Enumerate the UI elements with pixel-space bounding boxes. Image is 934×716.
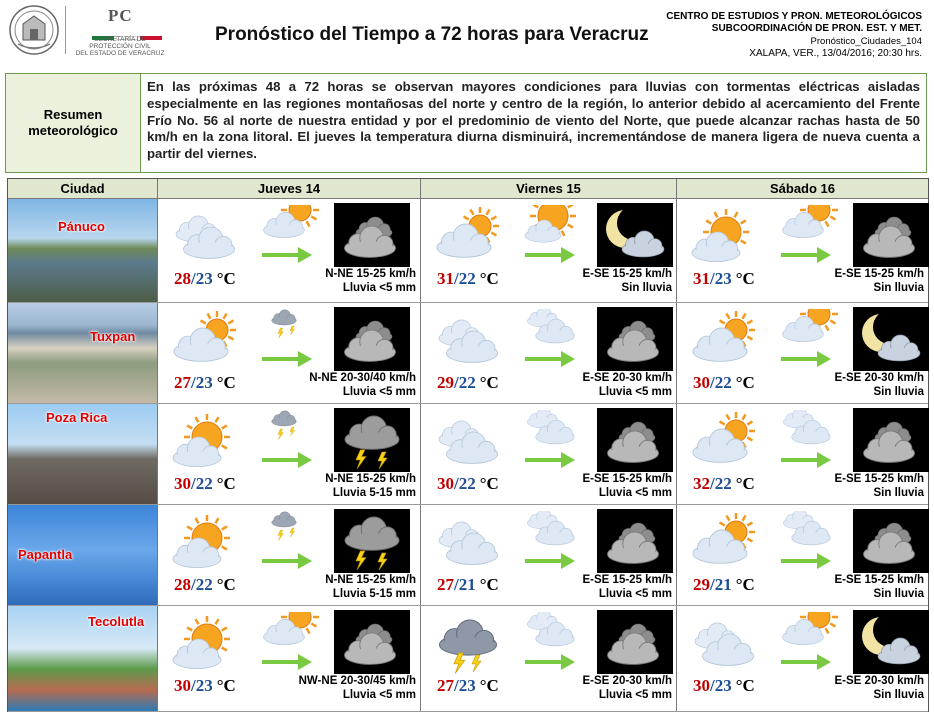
forecast-cell xyxy=(677,303,928,403)
city-cell xyxy=(8,303,158,403)
temp-separator: / xyxy=(191,373,196,392)
temp-separator: / xyxy=(454,474,459,493)
wind-rain-info xyxy=(835,674,924,702)
forecast-cell xyxy=(677,606,928,711)
min-temp: 22 xyxy=(195,474,213,493)
min-temp: 23 xyxy=(195,269,213,288)
temperature xyxy=(693,676,755,696)
temperature xyxy=(437,474,499,494)
max-temp: 30 xyxy=(693,676,710,695)
wind-rain-info xyxy=(309,371,416,399)
moon-cloud-icon xyxy=(853,307,929,371)
cloudy-night-icon xyxy=(334,307,410,371)
max-temp: 27 xyxy=(437,676,454,695)
trend-arrow-icon xyxy=(519,205,583,267)
summary-box xyxy=(5,73,927,173)
max-temp: 30 xyxy=(174,676,191,695)
temp-separator: / xyxy=(710,575,715,594)
temp-unit: °C xyxy=(216,474,236,493)
issuer-org: CENTRO DE ESTUDIOS Y PRON. METEOROLÓGICOS xyxy=(666,11,922,22)
cloudy-icon xyxy=(687,612,761,674)
cloudy-night-icon xyxy=(334,203,410,267)
rain-amount: Sin lluvia xyxy=(873,689,924,701)
trend-arrow-icon xyxy=(775,612,839,674)
max-temp: 27 xyxy=(437,575,454,594)
wind-speed: N-NE 15-25 km/h xyxy=(325,473,416,485)
temp-separator: / xyxy=(191,676,196,695)
wind-rain-info xyxy=(325,472,416,500)
wind-speed: N-NE 20-30/40 km/h xyxy=(309,372,416,384)
storm-night-icon xyxy=(334,509,410,573)
forecast-cell xyxy=(158,303,421,403)
table-header-row xyxy=(8,179,928,199)
wind-speed: E-SE 15-25 km/h xyxy=(834,574,924,586)
cloudy-night-icon xyxy=(334,610,410,674)
veracruz-seal-icon xyxy=(8,4,60,56)
issuer-suborg: SUBCOORDINACIÓN DE PRON. EST. Y MET. xyxy=(711,23,922,35)
wind-speed: E-SE 15-25 km/h xyxy=(582,473,672,485)
wind-speed: E-SE 20-30 km/h xyxy=(834,372,924,384)
temp-separator: / xyxy=(191,575,196,594)
cloudy-night-icon xyxy=(597,610,673,674)
temp-unit: °C xyxy=(479,269,499,288)
temperature xyxy=(693,575,755,595)
rain-amount: Sin lluvia xyxy=(873,588,924,600)
temp-unit: °C xyxy=(735,474,755,493)
wind-rain-info xyxy=(583,472,672,500)
rain-amount: Sin lluvia xyxy=(873,386,924,398)
temp-unit: °C xyxy=(479,575,499,594)
page-title: Pronóstico del Tiempo a 72 horas para Veracruz xyxy=(215,24,649,45)
min-temp: 22 xyxy=(458,474,476,493)
rain-amount: Sin lluvia xyxy=(621,282,672,294)
temperature xyxy=(437,676,499,696)
cloudy-icon xyxy=(431,511,505,573)
cloudy-icon xyxy=(168,205,242,267)
temperature xyxy=(693,373,755,393)
temp-separator: / xyxy=(710,373,715,392)
wind-speed: E-SE 15-25 km/h xyxy=(834,473,924,485)
cloudy-night-icon xyxy=(597,509,673,573)
min-temp: 22 xyxy=(458,373,476,392)
forecast-cell xyxy=(158,505,421,605)
wind-speed: E-SE 15-25 km/h xyxy=(582,574,672,586)
max-temp: 29 xyxy=(693,575,710,594)
temp-unit: °C xyxy=(735,373,755,392)
city-photo xyxy=(8,303,157,403)
wind-speed: E-SE 20-30 km/h xyxy=(834,675,924,687)
temp-separator: / xyxy=(710,269,715,288)
cloudy-icon xyxy=(431,410,505,472)
city-name: Poza Rica xyxy=(46,410,108,425)
forecast-cell xyxy=(677,404,928,504)
forecast-cell xyxy=(421,404,677,504)
cloudy-night-icon xyxy=(597,408,673,472)
temp-unit: °C xyxy=(216,373,236,392)
wind-rain-info xyxy=(325,267,416,295)
pc-line-2: PROTECCIÓN CIVIL xyxy=(89,43,151,50)
temp-separator: / xyxy=(454,575,459,594)
trend-arrow-icon xyxy=(256,511,320,573)
temperature xyxy=(174,575,236,595)
temp-separator: / xyxy=(191,269,196,288)
wind-speed: E-SE 20-30 km/h xyxy=(582,372,672,384)
proteccion-civil-logo xyxy=(70,4,170,56)
wind-speed: N-NE 15-25 km/h xyxy=(325,574,416,586)
forecast-cell xyxy=(677,505,928,605)
temp-separator: / xyxy=(454,373,459,392)
forecast-cell xyxy=(421,606,677,711)
rain-amount: Sin lluvia xyxy=(873,487,924,499)
cloudy-night-icon xyxy=(853,408,929,472)
min-temp: 23 xyxy=(714,269,732,288)
max-temp: 28 xyxy=(174,269,191,288)
rain-amount: Lluvia <5 mm xyxy=(342,386,416,398)
wind-rain-info xyxy=(583,674,672,702)
rain-amount: Lluvia 5-15 mm xyxy=(332,487,416,499)
partly-cloudy-icon xyxy=(687,410,761,472)
city-cell xyxy=(8,505,158,605)
min-temp: 21 xyxy=(714,575,732,594)
temperature xyxy=(174,474,236,494)
rain-amount: Lluvia 5-15 mm xyxy=(332,588,416,600)
rain-amount: Lluvia <5 mm xyxy=(598,386,672,398)
cloudy-night-icon xyxy=(853,509,929,573)
city-cell xyxy=(8,199,158,302)
temp-separator: / xyxy=(454,269,459,288)
sunny-partly-cloudy-icon xyxy=(168,410,242,472)
max-temp: 29 xyxy=(437,373,454,392)
storm-large-icon xyxy=(431,612,505,674)
moon-cloud-icon xyxy=(597,203,673,267)
min-temp: 23 xyxy=(458,676,476,695)
cloudy-night-icon xyxy=(853,203,929,267)
min-temp: 22 xyxy=(714,373,732,392)
cloudy-icon xyxy=(431,309,505,371)
min-temp: 22 xyxy=(714,474,732,493)
wind-rain-info xyxy=(835,267,924,295)
forecast-cell xyxy=(421,199,677,302)
temp-unit: °C xyxy=(216,269,236,288)
max-temp: 30 xyxy=(174,474,191,493)
trend-arrow-icon xyxy=(775,309,839,371)
summary-text: En las próximas 48 a 72 horas se observan mayores condiciones para lluvias con tormentas eléctricas aisladas especialmente en las regiones montañosas del norte y centro de la región, lo anterior debido al acercamiento del Frente Frío No. 56 al norte de nuestra entidad y por el predominio de viento del Norte, que puede alcanzar rachas hasta de 50 km/h en la zona litoral. El jueves la temperatura diurna disminuirá, incrementándose de manera ligera de nueva cuenta a partir del viernes. xyxy=(141,74,926,172)
day-column-header: Jueves 14 xyxy=(158,179,421,199)
forecast-cell xyxy=(158,606,421,711)
temperature xyxy=(174,676,236,696)
wind-speed: NW-NE 20-30/45 km/h xyxy=(298,675,416,687)
page-header xyxy=(0,0,934,66)
min-temp: 23 xyxy=(195,373,213,392)
rain-amount: Lluvia <5 mm xyxy=(342,689,416,701)
max-temp: 30 xyxy=(437,474,454,493)
sunny-partly-cloudy-icon xyxy=(687,205,761,267)
trend-arrow-icon xyxy=(519,410,583,472)
temp-unit: °C xyxy=(216,676,236,695)
max-temp: 31 xyxy=(693,269,710,288)
table-row xyxy=(8,303,928,404)
moon-cloud-icon xyxy=(853,610,929,674)
temp-unit: °C xyxy=(479,373,499,392)
wind-rain-info xyxy=(835,472,924,500)
city-name: Papantla xyxy=(18,547,73,562)
trend-arrow-icon xyxy=(256,309,320,371)
min-temp: 22 xyxy=(458,269,476,288)
max-temp: 27 xyxy=(174,373,191,392)
table-row xyxy=(8,404,928,505)
table-row xyxy=(8,199,928,303)
partly-cloudy-icon xyxy=(687,309,761,371)
day-column-header: Viernes 15 xyxy=(421,179,677,199)
trend-arrow-icon xyxy=(256,612,320,674)
temperature xyxy=(174,373,236,393)
issuer-block xyxy=(666,11,922,61)
pc-logo-letters: PC xyxy=(108,6,133,25)
wind-speed: E-SE 15-25 km/h xyxy=(834,268,924,280)
logo-divider xyxy=(65,6,66,54)
pc-line-3: DEL ESTADO DE VERACRUZ xyxy=(75,50,165,57)
city-cell xyxy=(8,606,158,711)
table-row xyxy=(8,606,928,712)
temp-unit: °C xyxy=(735,269,755,288)
city-column-header: Ciudad xyxy=(8,179,158,199)
wind-rain-info xyxy=(583,267,672,295)
min-temp: 23 xyxy=(714,676,732,695)
temp-unit: °C xyxy=(479,676,499,695)
temperature xyxy=(693,474,755,494)
temp-unit: °C xyxy=(735,676,755,695)
pc-line-1: SECRETARÍA DE xyxy=(94,36,146,43)
rain-amount: Lluvia <5 mm xyxy=(598,487,672,499)
rain-amount: Lluvia <5 mm xyxy=(342,282,416,294)
min-temp: 22 xyxy=(195,575,213,594)
max-temp: 32 xyxy=(693,474,710,493)
forecast-cell xyxy=(421,505,677,605)
wind-rain-info xyxy=(835,371,924,399)
temp-separator: / xyxy=(454,676,459,695)
wind-speed: N-NE 15-25 km/h xyxy=(325,268,416,280)
sunny-partly-cloudy-icon xyxy=(168,511,242,573)
trend-arrow-icon xyxy=(256,205,320,267)
temperature xyxy=(437,269,499,289)
max-temp: 31 xyxy=(437,269,454,288)
forecast-table xyxy=(7,178,929,712)
city-photo xyxy=(8,199,157,302)
storm-night-icon xyxy=(334,408,410,472)
pc-logo-bars xyxy=(92,27,166,33)
rain-amount: Sin lluvia xyxy=(873,282,924,294)
wind-rain-info xyxy=(835,573,924,601)
temperature xyxy=(437,373,499,393)
temp-unit: °C xyxy=(216,575,236,594)
rain-amount: Lluvia <5 mm xyxy=(598,689,672,701)
city-name: Tuxpan xyxy=(90,329,136,344)
forecast-cell xyxy=(421,303,677,403)
min-temp: 23 xyxy=(195,676,213,695)
city-name: Pánuco xyxy=(58,219,105,234)
temp-separator: / xyxy=(710,474,715,493)
wind-rain-info xyxy=(299,674,416,702)
partly-cloudy-icon xyxy=(687,511,761,573)
trend-arrow-icon xyxy=(519,612,583,674)
wind-speed: E-SE 15-25 km/h xyxy=(582,268,672,280)
product-id: Pronóstico_Ciudades_104 xyxy=(810,35,922,47)
trend-arrow-icon xyxy=(775,511,839,573)
temperature xyxy=(174,269,236,289)
temp-separator: / xyxy=(191,474,196,493)
temperature xyxy=(437,575,499,595)
issue-date: XALAPA, VER., 13/04/2016; 20:30 hrs. xyxy=(749,48,922,60)
max-temp: 28 xyxy=(174,575,191,594)
temperature xyxy=(693,269,755,289)
forecast-cell xyxy=(158,199,421,302)
sunny-partly-cloudy-icon xyxy=(168,612,242,674)
min-temp: 21 xyxy=(458,575,476,594)
partly-cloudy-icon xyxy=(168,309,242,371)
city-name: Tecolutla xyxy=(88,614,145,629)
max-temp: 30 xyxy=(693,373,710,392)
trend-arrow-icon xyxy=(256,410,320,472)
forecast-cell xyxy=(158,404,421,504)
trend-arrow-icon xyxy=(775,205,839,267)
summary-label: Resumen meteorológico xyxy=(6,74,141,172)
wind-speed: E-SE 20-30 km/h xyxy=(582,675,672,687)
trend-arrow-icon xyxy=(519,511,583,573)
temp-unit: °C xyxy=(735,575,755,594)
forecast-cell xyxy=(677,199,928,302)
trend-arrow-icon xyxy=(775,410,839,472)
trend-arrow-icon xyxy=(519,309,583,371)
wind-rain-info xyxy=(583,573,672,601)
wind-rain-info xyxy=(325,573,416,601)
temp-separator: / xyxy=(710,676,715,695)
temp-unit: °C xyxy=(479,474,499,493)
table-row xyxy=(8,505,928,606)
cloudy-night-icon xyxy=(597,307,673,371)
city-cell xyxy=(8,404,158,504)
rain-amount: Lluvia <5 mm xyxy=(598,588,672,600)
wind-rain-info xyxy=(583,371,672,399)
partly-cloudy-icon xyxy=(431,205,505,267)
day-column-header: Sábado 16 xyxy=(769,181,836,196)
